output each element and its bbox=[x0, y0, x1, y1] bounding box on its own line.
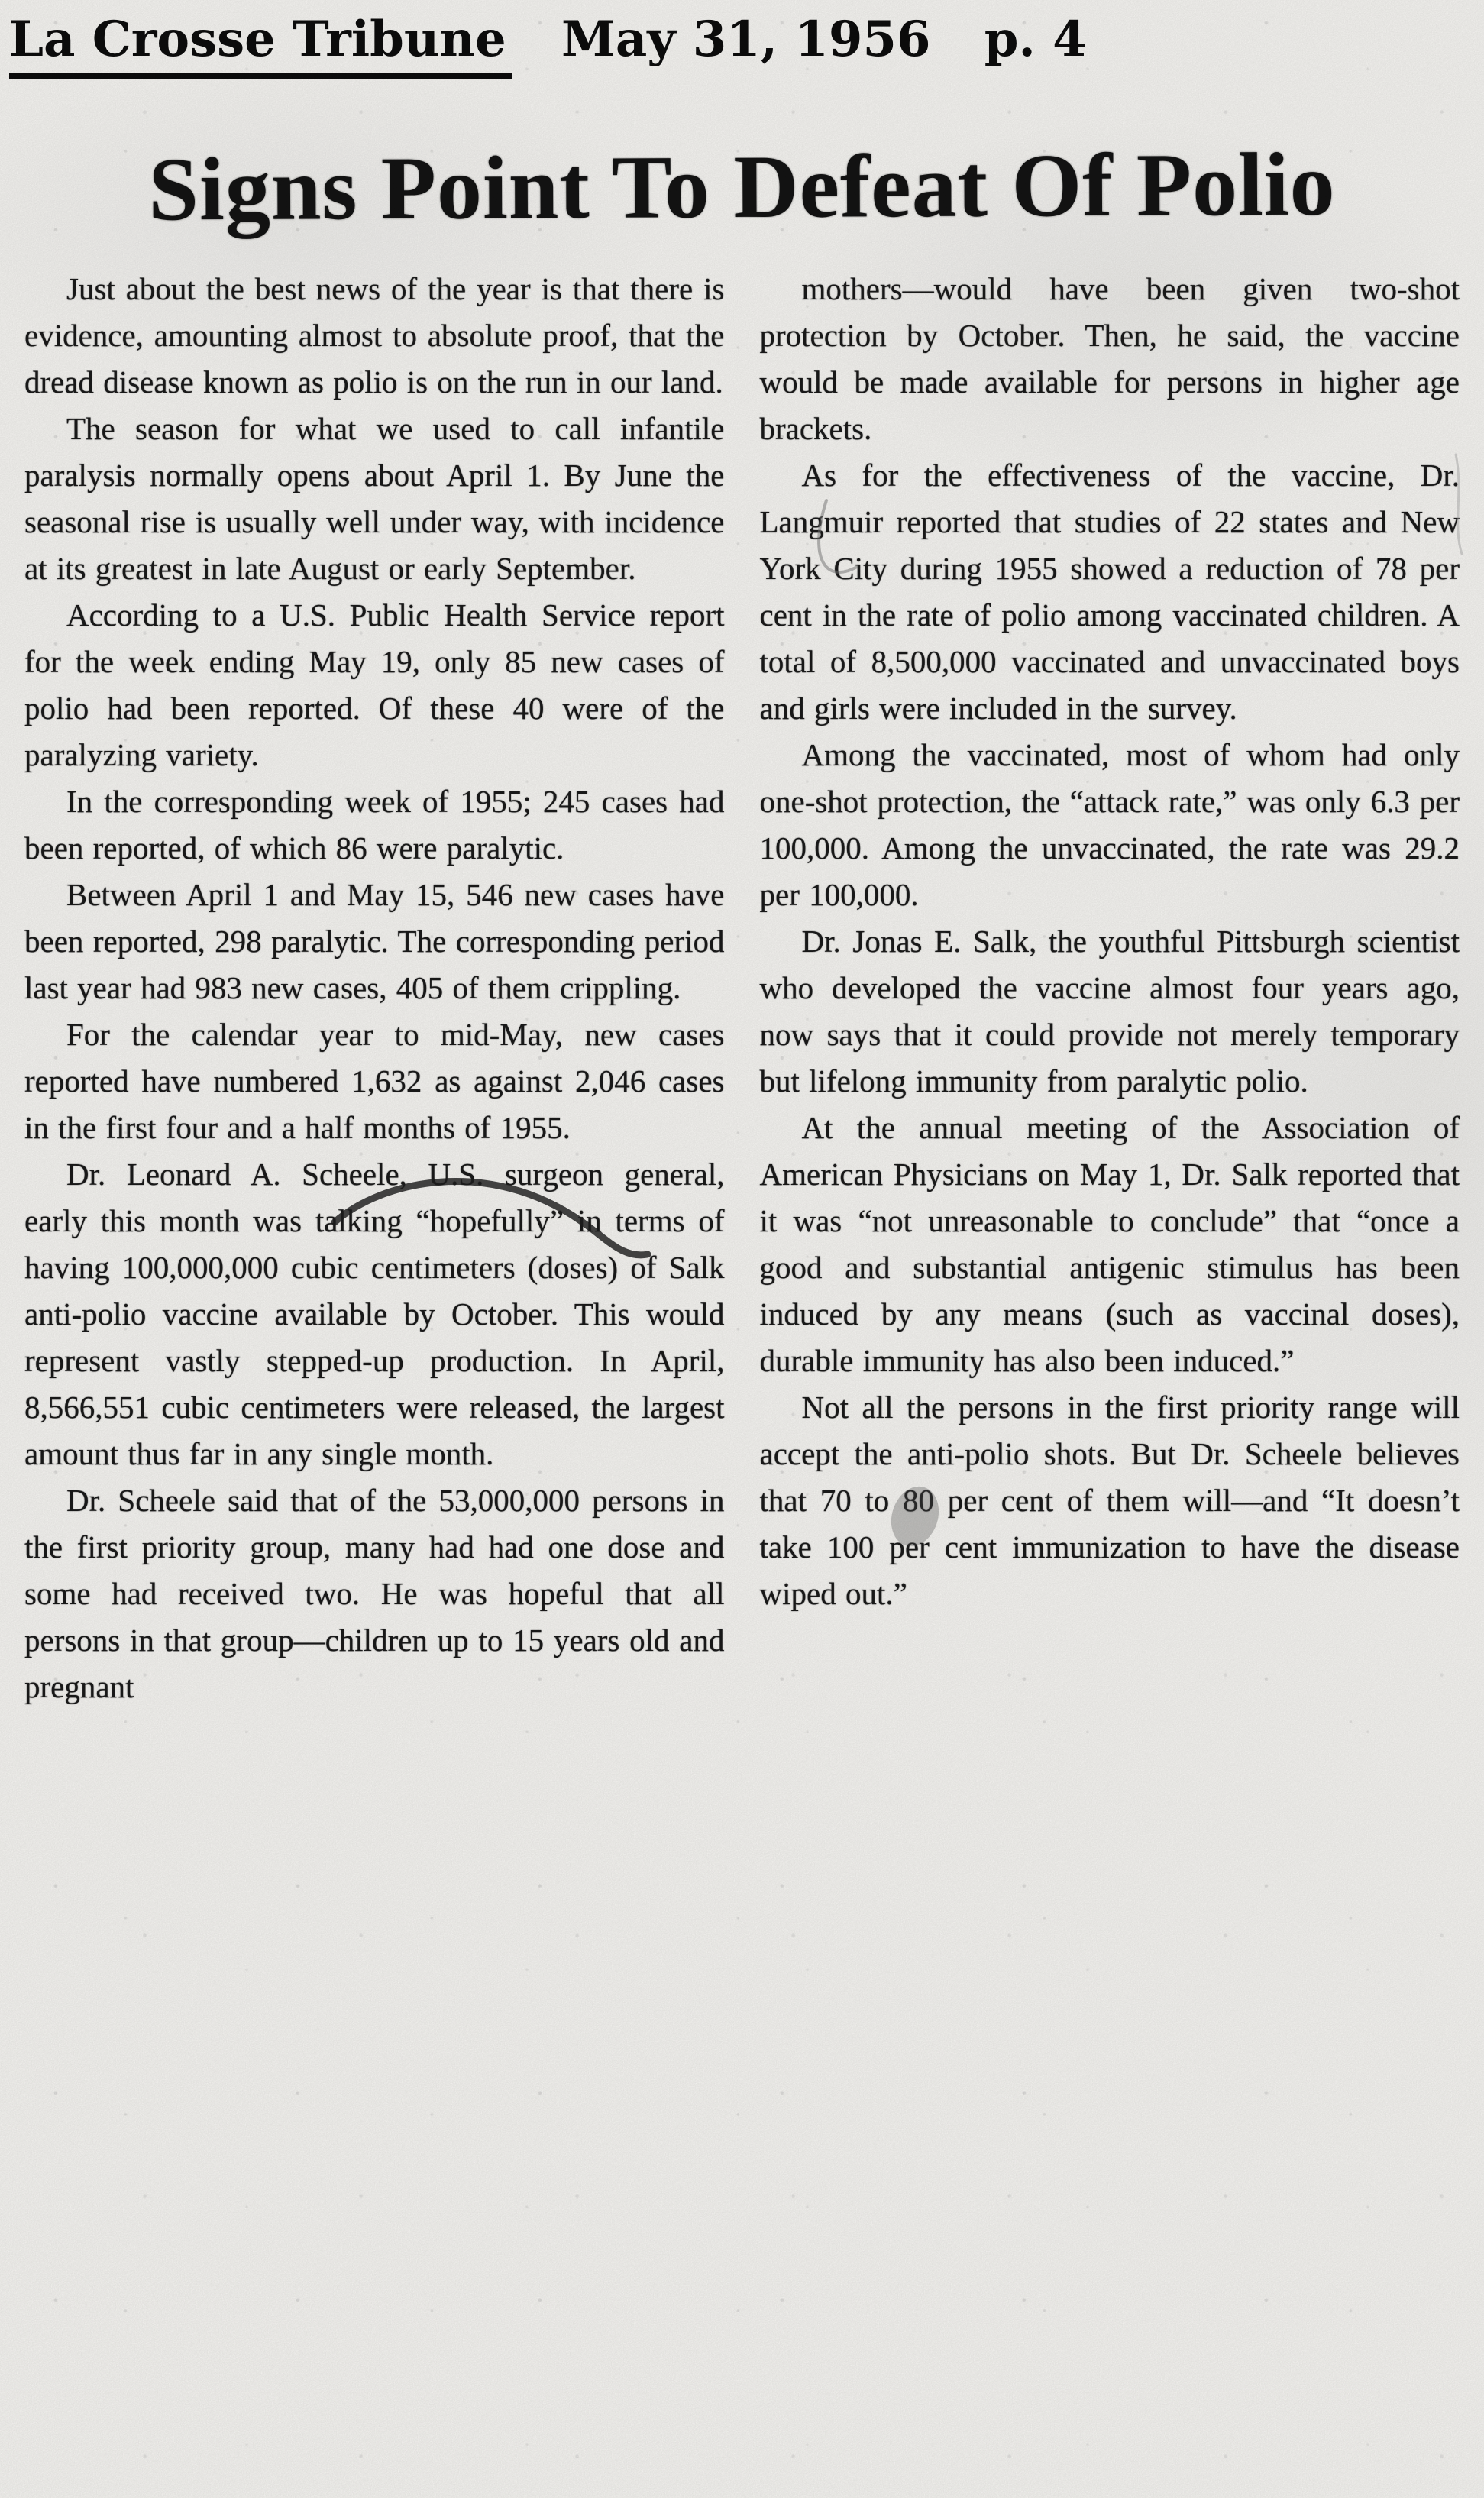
paragraph: As for the effectiveness of the vaccine, Dr. Langmuir reported that studies of 22 states and New York City during 1955 showed a reduction of 78 per cent in the rate of polio among vaccinated children. A total of 8,500,000 vaccinated and unvaccinated boys and girls were included in the survey. bbox=[759, 457, 1460, 726]
paragraph: Dr. Jonas E. Salk, the youthful Pittsburgh scientist who developed the vaccine almost four years ago, now says that it could provide not merely temporary but lifelong immunity from paralytic polio. bbox=[759, 923, 1460, 1099]
citation-header bbox=[9, 11, 1087, 79]
article-columns bbox=[0, 266, 1484, 1710]
paragraph: According to a U.S. Public Health Service report for the week ending May 19, only 85 new cases of polio had been reported. Of these 40 were of the paralyzing variety. bbox=[24, 597, 725, 772]
paragraph: Not all the persons in the first priority range will accept the anti-polio shots. But Dr. Scheele believes that 70 to 80 per cent of them will—and “It doesn’t take 100 per cent immunization to have the disease wiped out.” bbox=[759, 1389, 1460, 1611]
paragraph: For the calendar year to mid-May, new cases reported have numbered 1,632 as against 2,046 cases in the first four and a half months of 1955. bbox=[24, 1016, 725, 1145]
column-right bbox=[760, 266, 1460, 1710]
page-number: p. 4 bbox=[984, 11, 1087, 68]
paragraph: Dr. Leonard A. Scheele, U.S. surgeon general, early this month was talking “hopefully” in terms of having 100,000,000 cubic centimeters (doses) of Salk anti-polio vaccine available by October. This would represent vastly stepped-up production. In April, 8,566,551 cubic centimeters were released, the largest amount thus far in any single month. bbox=[24, 1156, 725, 1471]
paragraph: The season for what we used to call infantile paralysis normally opens about April 1. By June the seasonal rise is usually well under way, with incidence at its greatest in late August or early September. bbox=[24, 410, 725, 586]
issue-date: May 31, 1956 bbox=[561, 11, 931, 68]
paragraph: mothers—would have been given two-shot protection by October. Then, he said, the vaccine would be made available for persons in higher age brackets. bbox=[759, 270, 1460, 446]
headline: Signs Point To Defeat Of Polio bbox=[148, 134, 1336, 240]
paragraph: Dr. Scheele said that of the 53,000,000 persons in the first priority group, many had had one dose and some had received two. He was hopeful that all persons in that group—children up to 15 years old and pregnant bbox=[24, 1482, 725, 1704]
paragraph: Between April 1 and May 15, 546 new cases have been reported, 298 paralytic. The corresponding period last year had 983 new cases, 405 of them crippling. bbox=[24, 876, 725, 1005]
article bbox=[0, 134, 1484, 1710]
publication-name: La Crosse Tribune bbox=[9, 11, 512, 79]
paragraph: Among the vaccinated, most of whom had only one-shot protection, the “attack rate,” was only 6.3 per 100,000. Among the unvaccinated, the rate was 29.2 per 100,000. bbox=[759, 736, 1460, 912]
column-left bbox=[24, 266, 725, 1710]
paragraph: In the corresponding week of 1955; 245 cases had been reported, of which 86 were paralytic. bbox=[24, 783, 725, 866]
paragraph: Just about the best news of the year is that there is evidence, amounting almost to absolute proof, that the dread disease known as polio is on the run in our land. bbox=[24, 270, 725, 400]
paragraph: At the annual meeting of the Association of American Physicians on May 1, Dr. Salk reported that it was “not unreasonable to conclude” that “once a good and substantial antigenic stimulus has been induced by any means (such as vaccinal doses), durable immunity has also been induced.” bbox=[759, 1109, 1460, 1378]
